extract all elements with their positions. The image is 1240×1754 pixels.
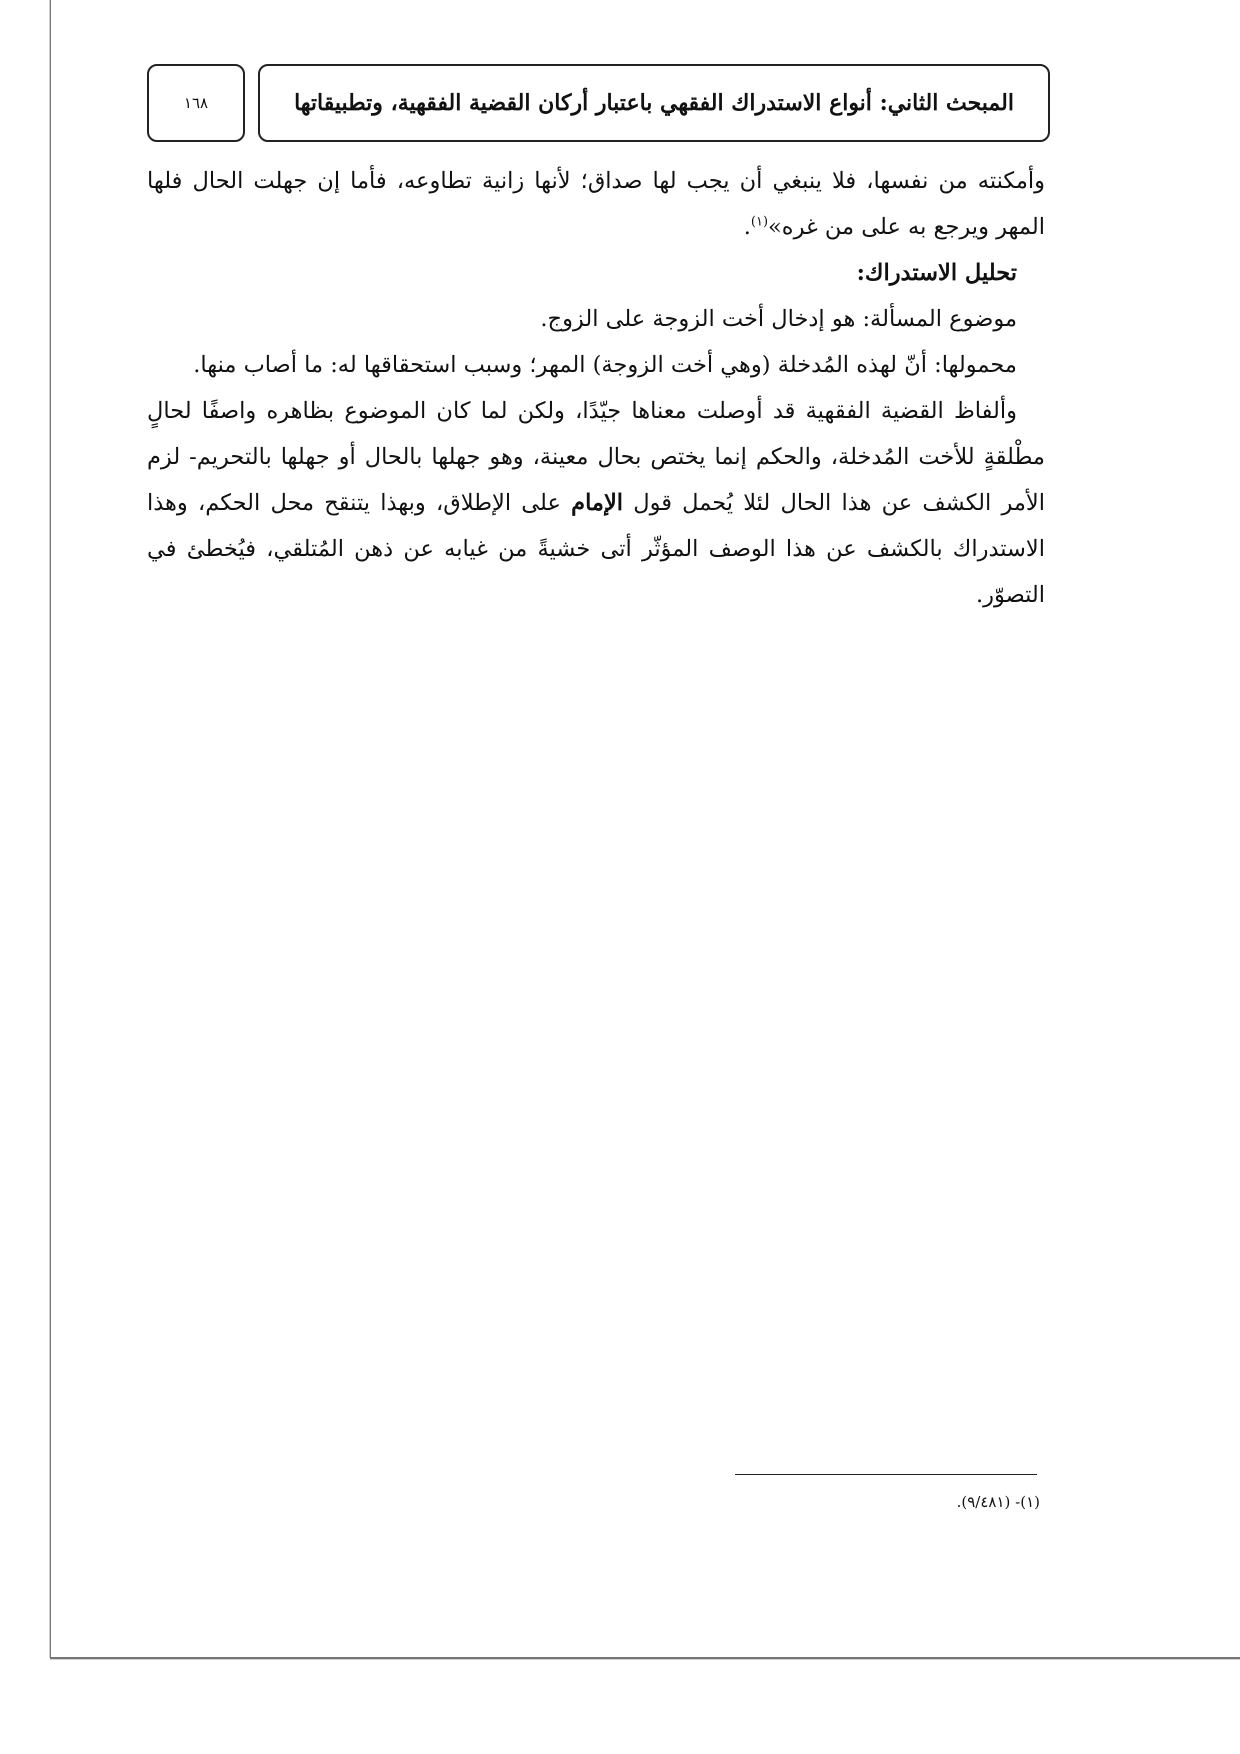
- footnote: (١)- (٩/٤٨١).: [956, 1493, 1040, 1511]
- imam-term: الإمام: [571, 490, 624, 516]
- section-heading: تحليل الاستدراك:: [856, 260, 1017, 286]
- chapter-title: المبحث الثاني: أنواع الاستدراك الفقهي باعتبار أركان القضية الفقهية، وتطبيقاتها: [258, 64, 1050, 142]
- page-frame-bottom: [50, 1657, 1240, 1659]
- paragraph-analysis-part1: وألفاظ القضية الفقهية قد أوصلت معناها جيّدًا، ولكن لما كان الموضوع بظاهره واصفًا لحالٍ مطْلقةٍ للأخت المُدخلة، والحكم إنما يختص بحال معينة، وهو جهلها بالحال أو جهلها بالتحريم- لزم الأمر الكشف عن هذا الحال لئلا يُحمل قول: [147, 398, 1046, 516]
- paragraph-quote-text: وأمكنته من نفسها، فلا ينبغي أن يجب لها صداق؛ لأنها زانية تطاوعه، فأما إن جهلت الحال فلها المهر ويرجع به على من غره»: [147, 168, 1045, 240]
- paragraph-analysis: [147, 388, 1045, 618]
- paragraph-subject: موضوع المسألة: هو إدخال أخت الزوجة على الزوج.: [540, 306, 1017, 332]
- page-number: ١٦٨: [147, 64, 245, 142]
- page-header: [147, 64, 1050, 140]
- paragraph-analysis-part2: على الإطلاق، وبهذا يتنقح محل الحكم، وهذا الاستدراك بالكشف عن هذا الوصف المؤثّر أتى خشيةً من غيابه عن ذهن المُتلقي، فيُخطئ في التصوّر.: [147, 490, 1045, 608]
- paragraph-predicate: محمولها: أنّ لهذه المُدخلة (وهي أخت الزوجة) المهر؛ وسبب استحقاقها له: ما أصاب منها.: [193, 352, 1017, 378]
- footnote-ref: (١): [750, 214, 769, 230]
- page-frame-left: [50, 0, 51, 1658]
- footnote-separator: [735, 1474, 1037, 1475]
- paragraph-quote-end: [147, 158, 1045, 250]
- paragraph-quote-period: .: [743, 214, 751, 240]
- main-text: [147, 158, 1045, 618]
